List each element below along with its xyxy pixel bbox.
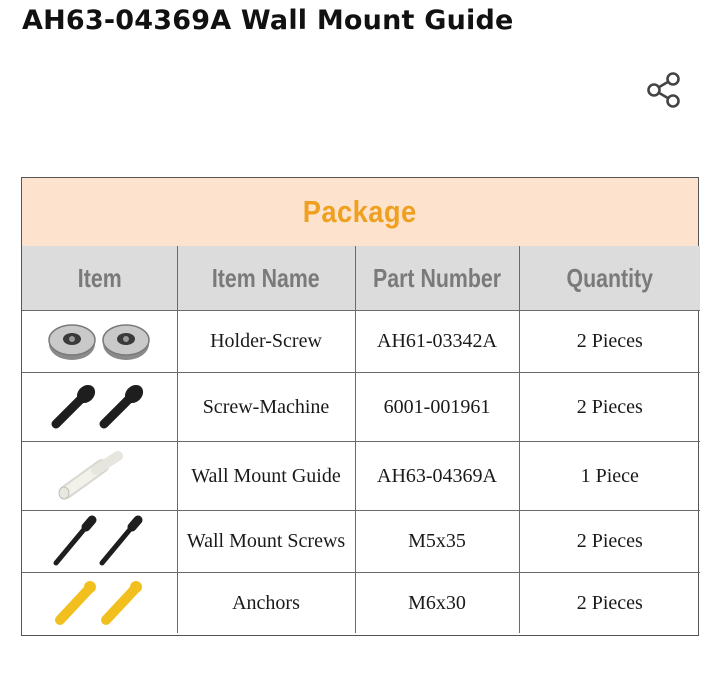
- item-image-cell: [22, 311, 177, 373]
- item-name-cell: Screw-Machine: [177, 373, 355, 442]
- holder-screw-icon: [39, 317, 159, 367]
- item-name-cell: Holder-Screw: [177, 311, 355, 373]
- share-icon: [644, 70, 684, 110]
- table-row: [22, 311, 700, 373]
- item-image-cell: [22, 573, 177, 634]
- item-image-cell: [22, 511, 177, 573]
- screw-machine-icon: [44, 382, 154, 432]
- quantity-cell: 2 Pieces: [519, 573, 700, 634]
- quantity-cell: 2 Pieces: [519, 511, 700, 573]
- package-header: [22, 178, 698, 247]
- package-grid: [22, 246, 700, 633]
- wall-mount-screws-icon: [44, 515, 154, 569]
- part-number-cell: 6001-001961: [355, 373, 519, 442]
- page-title: AH63-04369A Wall Mount Guide: [22, 5, 514, 36]
- table-row: [22, 373, 700, 442]
- wall-mount-guide-icon: [44, 448, 154, 504]
- item-image-cell: [22, 373, 177, 442]
- quantity-cell: 2 Pieces: [519, 373, 700, 442]
- item-name-cell: Wall Mount Guide: [177, 442, 355, 511]
- column-header-part-number: Part Number: [355, 246, 519, 311]
- share-button[interactable]: [644, 70, 684, 110]
- item-name-cell: Anchors: [177, 573, 355, 634]
- column-header-row: [22, 246, 700, 311]
- table-row: [22, 511, 700, 573]
- table-row: [22, 573, 700, 634]
- part-number-cell: M6x30: [355, 573, 519, 634]
- part-number-cell: AH61-03342A: [355, 311, 519, 373]
- package-title: Package: [303, 194, 417, 229]
- table-row: [22, 442, 700, 511]
- part-number-cell: AH63-04369A: [355, 442, 519, 511]
- quantity-cell: 2 Pieces: [519, 311, 700, 373]
- column-header-item: Item: [22, 246, 177, 311]
- quantity-cell: 1 Piece: [519, 442, 700, 511]
- package-table: [21, 177, 699, 636]
- column-header-item-name: Item Name: [177, 246, 355, 311]
- anchors-icon: [44, 576, 154, 630]
- part-number-cell: M5x35: [355, 511, 519, 573]
- item-image-cell: [22, 442, 177, 511]
- column-header-quantity: Quantity: [519, 246, 700, 311]
- item-name-cell: Wall Mount Screws: [177, 511, 355, 573]
